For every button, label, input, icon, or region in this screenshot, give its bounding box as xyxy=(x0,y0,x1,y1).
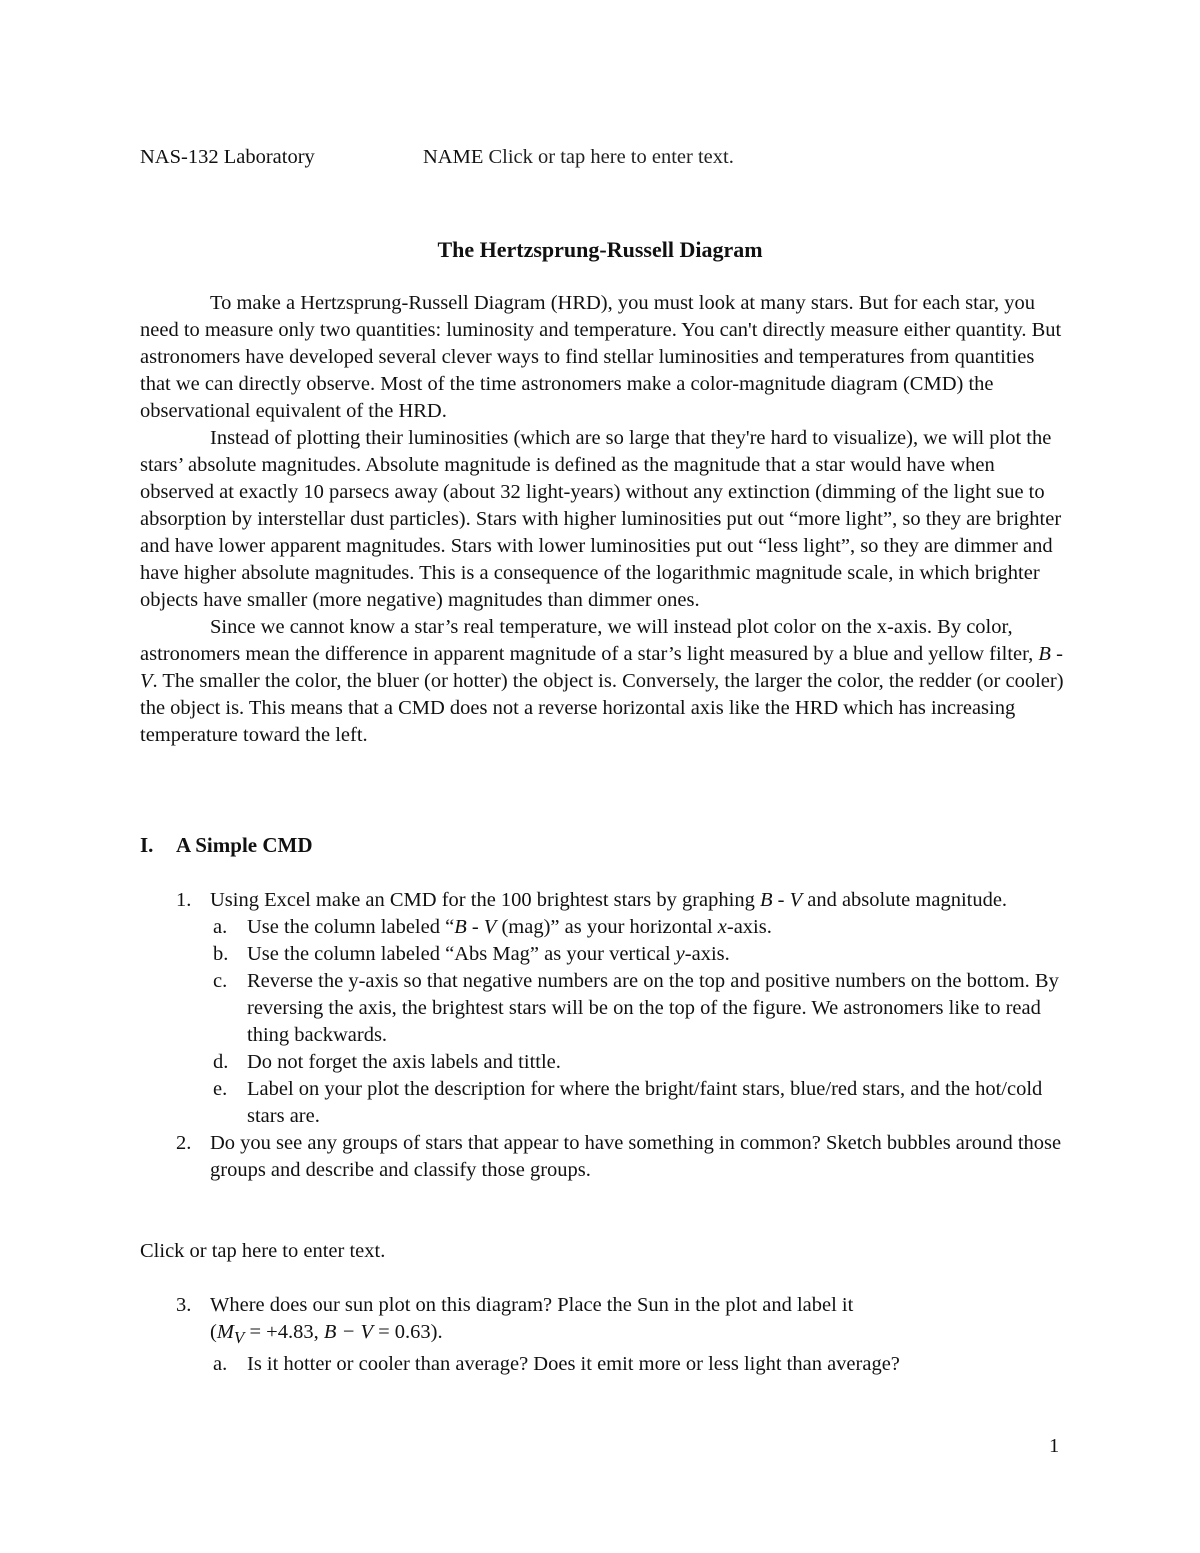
page-number: 1 xyxy=(1049,1435,1060,1457)
question-1-text-b: and absolute magnitude. xyxy=(802,889,1008,911)
question-1b xyxy=(140,941,1065,968)
question-list-continued xyxy=(140,1292,1065,1378)
q1b-text-2: -axis. xyxy=(684,943,730,965)
formula-subscript: V xyxy=(233,1328,245,1348)
formula-paren: ( xyxy=(210,1321,217,1343)
question-list xyxy=(140,887,1065,1184)
q1b-axis-var: y xyxy=(675,943,685,965)
question-1d xyxy=(140,1049,1065,1076)
question-2 xyxy=(140,1130,1065,1184)
intro-p3-text-b: . The smaller the color, the bluer (or hotter) the object is. Conversely, the larger the color, the redder (or cooler) the object is. This means that a CMD does not a reverse horizontal axis like the HRD which has increasing temperature toward the left. xyxy=(140,670,1064,746)
q1a-axis-var: x xyxy=(717,916,727,938)
q3a-text: Is it hotter or cooler than average? Does it emit more or less light than average? xyxy=(247,1353,900,1376)
question-1 xyxy=(140,887,1065,914)
intro-paragraph-2: Instead of plotting their luminosities (which are so large that they're hard to visualize), we will plot the stars’ absolute magnitudes. Absolute magnitude is defined as the magnitude that a star would have when observed at exactly 10 parsecs away (about 32 light-years) without any extinction (dimming of the light sue to absorption by interstellar dust particles). Stars with higher luminosities put out “more light”, so they are brighter and have lower apparent magnitudes. Stars with lower luminosities put out “less light”, so they are dimmer and have higher absolute magnitudes. This is a consequence of the logarithmic magnitude scale, in which brighter objects have smaller (more negative) magnitudes than dimmer ones. xyxy=(140,427,1062,611)
question-1c xyxy=(140,968,1065,1049)
sun-formula xyxy=(210,1321,443,1348)
section-heading xyxy=(140,832,1065,859)
question-2-text: Do you see any groups of stars that appear to have something in common? Sketch bubbles around those groups and describe and classify those groups. xyxy=(210,1132,1062,1181)
question-number: 3. xyxy=(176,1294,192,1316)
q1a-text-1: Use the column labeled “ xyxy=(247,916,455,938)
formula-value-2: = 0.63). xyxy=(372,1321,443,1343)
q1e-text: Label on your plot the description for where the bright/faint stars, blue/red stars, and the hot/cold stars are. xyxy=(247,1078,1043,1127)
intro-paragraph-1: To make a Hertzsprung-Russell Diagram (HRD), you must look at many stars. But for each star, you need to measure only two quantities: luminosity and temperature. You can't directly measure either quantity. But astronomers have developed several clever ways to find stellar luminosities and temperatures from quantities that we can directly observe. Most of the time astronomers make a color-magnitude diagram (CMD) the observational equivalent of the HRD. xyxy=(140,292,1062,422)
question-1-formula: B - V xyxy=(759,889,803,911)
course-label: NAS-132 Laboratory xyxy=(140,146,315,168)
q1b-text-1: Use the column labeled “Abs Mag” as your vertical xyxy=(247,943,676,965)
formula-m: M xyxy=(216,1321,234,1343)
question-1-text-a: Using Excel make an CMD for the 100 brightest stars by graphing xyxy=(210,889,760,911)
question-1e xyxy=(140,1076,1065,1130)
name-label: NAME xyxy=(423,146,484,168)
header-line xyxy=(140,144,1080,171)
answer-input-field[interactable]: Click or tap here to enter text. xyxy=(140,1240,386,1262)
q1a-text-3: -axis. xyxy=(726,916,772,938)
question-3-text: Where does our sun plot on this diagram? Place the Sun in the plot and label it xyxy=(210,1294,854,1316)
sub-item-letter: a. xyxy=(213,916,228,938)
q1d-text: Do not forget the axis labels and tittle. xyxy=(247,1051,561,1073)
name-line xyxy=(423,144,734,171)
page-title: The Hertzsprung-Russell Diagram xyxy=(437,237,763,262)
intro-p3-text-a: Since we cannot know a star’s real temperature, we will instead plot color on the x-axis. By color, astronomers mean the difference in apparent magnitude of a star’s light measured by a blue and yellow filter, xyxy=(140,616,1039,665)
question-number: 2. xyxy=(176,1132,192,1154)
section-number: I. xyxy=(140,833,154,857)
name-input-field[interactable]: Click or tap here to enter text. xyxy=(488,146,734,168)
formula-bv: B − V xyxy=(323,1321,373,1343)
q1a-formula: B - V xyxy=(454,916,497,938)
section-title: A Simple CMD xyxy=(176,833,313,857)
q1a-text-2: (mag)” as your horizontal xyxy=(496,916,718,938)
intro-p3-formula: B - V xyxy=(140,643,1063,692)
formula-value-1: = +4.83, xyxy=(244,1321,324,1343)
sub-item-letter: b. xyxy=(213,943,229,965)
sub-item-letter: d. xyxy=(213,1051,229,1073)
question-3a xyxy=(140,1351,1065,1378)
question-1a xyxy=(140,914,1065,941)
q1c-text: Reverse the y-axis so that negative numbers are on the top and positive numbers on the bottom. By reversing the axis, the brightest stars will be on the top of the figure. We astronomers like to read thing backwards. xyxy=(247,970,1059,1046)
intro-paragraph-3 xyxy=(140,614,1065,749)
sub-item-letter: e. xyxy=(213,1078,228,1100)
question-number: 1. xyxy=(176,889,192,911)
sub-item-letter: a. xyxy=(213,1353,228,1376)
question-3 xyxy=(140,1292,1065,1351)
intro-text xyxy=(140,290,1065,749)
sub-item-letter: c. xyxy=(213,970,228,992)
